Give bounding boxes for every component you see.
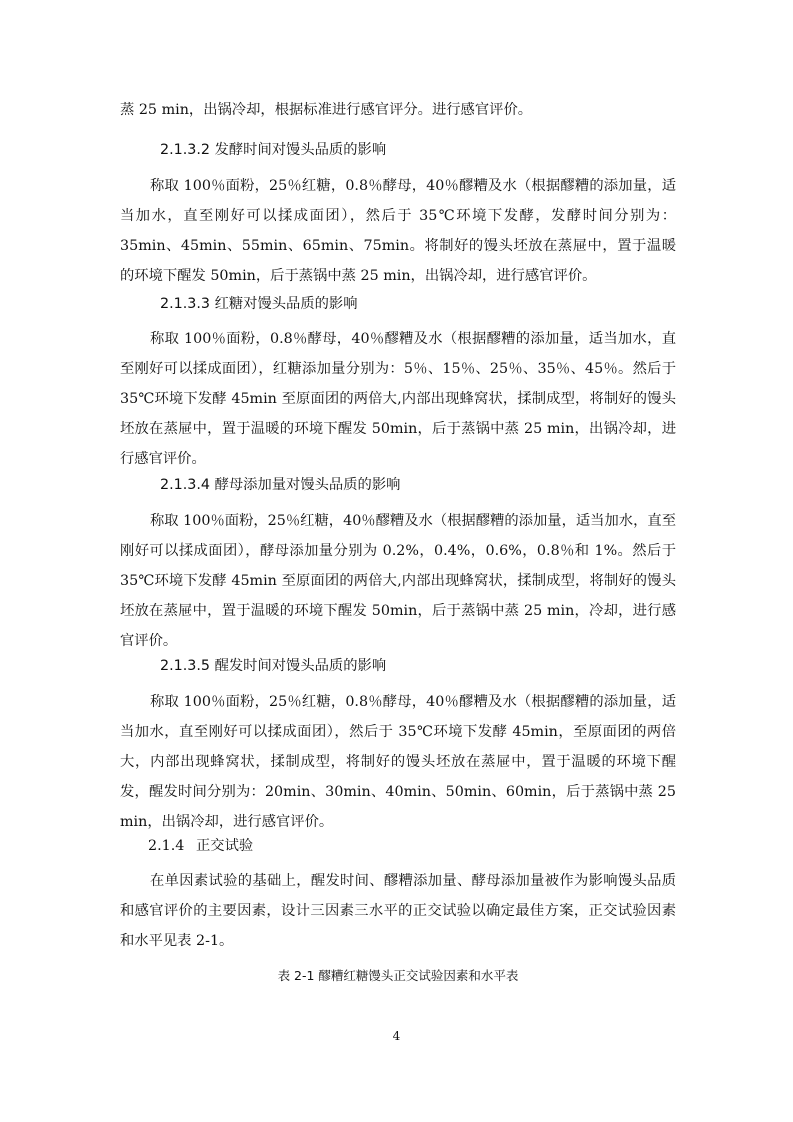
- section-title: 正交试验: [196, 838, 254, 854]
- table-caption: 表 2-1 醪糟红糖馒头正交试验因素和水平表: [277, 968, 519, 983]
- paragraph-proofing-time: 称取 100％面粉，25％红糖，0.8％酵母，40％醪糟及水（根据醪糟的添加量，适当加水，直至刚好可以揉成面团），然后于 35℃环境下发酵 45min，至原面团的两倍大，内部出现蜂窝状，揉制成型，将制好的馒头坯放在蒸屉中，置于温暖的环境下醒发，醒发时间分别为：20min、30min、40min、50min、60min，后于蒸锅中蒸 25 min，出锅冷却，进行感官评价。: [120, 694, 676, 830]
- paragraph-fermentation-time: 称取 100％面粉，25％红糖，0.8％酵母，40％醪糟及水（根据醪糟的添加量，适当加水，直至刚好可以揉成面团），然后于 35℃环境下发酵，发酵时间分别为：35min、45min、55min、65min、75min。将制好的馒头坯放在蒸屉中，置于温暖的环境下醒发 50min，后于蒸锅中蒸 25 min，出锅冷却，进行感官评价。: [120, 178, 676, 284]
- paragraph-yeast-amount: 称取 100％面粉，25％红糖，40％醪糟及水（根据醪糟的添加量，适当加水，直至刚好可以揉成面团），酵母添加量分别为 0.2%，0.4%，0.6%，0.8％和 1%。然后于 35℃环境下发酵 45min 至原面团的两倍大,内部出现蜂窝状，揉制成型，将制好的馒头坯放在蒸屉中，置于温暖的环境下醒发 50min，后于蒸锅中蒸 25 min，冷却，进行感官评价。: [120, 513, 676, 649]
- paragraph-orthogonal-test: 在单因素试验的基础上，醒发时间、醪糟添加量、酵母添加量被作为影响馒头品质和感官评价的主要因素，设计三因素三水平的正交试验以确定最佳方案，正交试验因素和水平见表 2-1。: [120, 873, 676, 949]
- section-heading-2-1-3-5: 2.1.3.5 醒发时间对馒头品质的影响: [160, 658, 387, 674]
- page-number: 4: [392, 1029, 401, 1043]
- section-heading-2-1-3-2: 2.1.3.2 发酵时间对馒头品质的影响: [160, 142, 387, 158]
- paragraph-brown-sugar: 称取 100％面粉，0.8％酵母，40％醪糟及水（根据醪糟的添加量，适当加水，直至刚好可以揉成面团），红糖添加量分别为：5％、15％、25％、35％、45％。然后于 35℃环境下发酵 45min 至原面团的两倍大,内部出现蜂窝状，揉制成型，将制好的馒头坯放在蒸屉中，置于温暖的环境下醒发 50min，后于蒸锅中蒸 25 min，出锅冷却，进行感官评价。: [120, 331, 676, 467]
- section-heading-2-1-4: [148, 831, 253, 861]
- section-number: 2.1.4: [148, 838, 185, 854]
- section-heading-2-1-3-3: 2.1.3.3 红糖对馒头品质的影响: [160, 296, 358, 312]
- paragraph-continued: 蒸 25 min，出锅冷却，根据标准进行感官评分。进行感官评价。: [120, 102, 533, 118]
- section-heading-2-1-3-4: 2.1.3.4 酵母添加量对馒头品质的影响: [160, 477, 401, 493]
